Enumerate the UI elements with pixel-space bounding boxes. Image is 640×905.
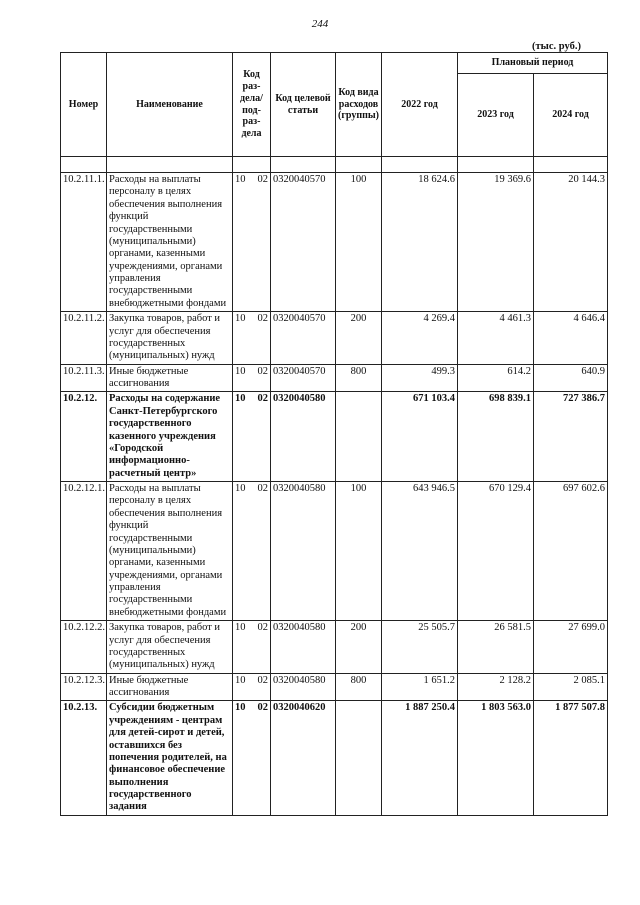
row-vid-code: 100 xyxy=(336,173,382,312)
row-name: Расходы на содержание Санкт-Петербургского государственного казенного учреждения «Городской информационно-расчетный центр» xyxy=(107,392,233,482)
row-number: 10.2.12.1. xyxy=(61,482,107,621)
row-value-2023: 26 581.5 xyxy=(458,621,534,674)
table-row xyxy=(61,482,608,621)
row-value-2022: 25 505.7 xyxy=(382,621,458,674)
row-value-2022: 643 946.5 xyxy=(382,482,458,621)
row-value-2022: 4 269.4 xyxy=(382,312,458,365)
razdel-code: 10 xyxy=(235,313,246,325)
razdel-code: 10 xyxy=(235,174,246,185)
razdel-code: 10 xyxy=(235,365,246,377)
header-name: Наименование xyxy=(107,53,233,157)
row-vid-code: 800 xyxy=(336,673,382,701)
header-2022: 2022 год xyxy=(382,53,458,157)
razdel-code: 10 xyxy=(235,702,246,714)
row-name: Иные бюджетные ассигнования xyxy=(107,673,233,701)
row-target-code: 0320040580 xyxy=(271,392,336,482)
header-razdel: Код раз-дела/ под-раз-дела xyxy=(233,53,271,157)
row-razdel xyxy=(233,621,271,674)
row-number: 10.2.12. xyxy=(61,392,107,482)
row-value-2023: 614.2 xyxy=(458,364,534,392)
razdel-code: 10 xyxy=(235,483,246,494)
header-target: Код целевой статьи xyxy=(271,53,336,157)
row-value-2024: 1 877 507.8 xyxy=(534,701,608,815)
page-number: 244 xyxy=(311,18,329,30)
row-value-2024: 4 646.4 xyxy=(534,312,608,365)
table-row xyxy=(61,312,608,365)
podrazdel-code: 02 xyxy=(257,702,268,714)
row-razdel xyxy=(233,701,271,815)
row-value-2023: 670 129.4 xyxy=(458,482,534,621)
row-value-2023: 1 803 563.0 xyxy=(458,701,534,815)
row-name: Субсидии бюджетным учреждениям - центрам для детей-сирот и детей, оставшихся без попечения родителей, на финансовое обеспечение выполнения государственного задания xyxy=(107,701,233,815)
row-value-2022: 18 624.6 xyxy=(382,173,458,312)
podrazdel-code: 02 xyxy=(257,393,268,405)
row-value-2022: 1 651.2 xyxy=(382,673,458,701)
row-number: 10.2.13. xyxy=(61,701,107,815)
row-vid-code: 200 xyxy=(336,312,382,365)
podrazdel-code: 02 xyxy=(257,313,268,325)
row-name: Закупка товаров, работ и услуг для обеспечения государственных (муниципальных) нужд xyxy=(107,621,233,674)
row-razdel xyxy=(233,392,271,482)
row-vid-code: 100 xyxy=(336,482,382,621)
header-2023: 2023 год xyxy=(458,74,534,157)
row-value-2023: 19 369.6 xyxy=(458,173,534,312)
podrazdel-code: 02 xyxy=(257,174,268,185)
row-vid-code xyxy=(336,392,382,482)
row-target-code: 0320040580 xyxy=(271,673,336,701)
row-number: 10.2.11.2. xyxy=(61,312,107,365)
razdel-code: 10 xyxy=(235,674,246,686)
razdel-code: 10 xyxy=(235,393,246,405)
row-value-2024: 697 602.6 xyxy=(534,482,608,621)
row-number: 10.2.12.3. xyxy=(61,673,107,701)
row-razdel xyxy=(233,673,271,701)
row-number: 10.2.12.2. xyxy=(61,621,107,674)
budget-table xyxy=(60,52,608,816)
units-label: (тыс. руб.) xyxy=(532,41,581,52)
row-name: Расходы на выплаты персоналу в целях обеспечения выполнения функций государственными (муниципальными) органами, казенными учреждениями, органами управления государственными внебюджетными фондами xyxy=(107,173,233,312)
row-value-2024: 727 386.7 xyxy=(534,392,608,482)
table-row xyxy=(61,364,608,392)
table-body xyxy=(61,173,608,816)
row-razdel xyxy=(233,312,271,365)
table-row xyxy=(61,673,608,701)
header-nomer: Номер xyxy=(61,53,107,157)
header-planned-period: Плановый период xyxy=(458,53,608,74)
row-name: Иные бюджетные ассигнования xyxy=(107,364,233,392)
podrazdel-code: 02 xyxy=(257,622,268,634)
podrazdel-code: 02 xyxy=(257,365,268,377)
row-value-2022: 671 103.4 xyxy=(382,392,458,482)
row-value-2024: 27 699.0 xyxy=(534,621,608,674)
table-row xyxy=(61,173,608,312)
row-value-2024: 20 144.3 xyxy=(534,173,608,312)
table-row xyxy=(61,621,608,674)
row-target-code: 0320040580 xyxy=(271,482,336,621)
row-value-2022: 499.3 xyxy=(382,364,458,392)
table-row xyxy=(61,701,608,815)
row-number: 10.2.11.3. xyxy=(61,364,107,392)
row-razdel xyxy=(233,482,271,621)
podrazdel-code: 02 xyxy=(257,483,268,494)
podrazdel-code: 02 xyxy=(257,674,268,686)
row-value-2023: 698 839.1 xyxy=(458,392,534,482)
header-vid: Код вида расходов (группы) xyxy=(336,53,382,157)
row-target-code: 0320040620 xyxy=(271,701,336,815)
row-vid-code: 800 xyxy=(336,364,382,392)
row-value-2024: 640.9 xyxy=(534,364,608,392)
razdel-code: 10 xyxy=(235,622,246,634)
row-target-code: 0320040570 xyxy=(271,173,336,312)
row-value-2022: 1 887 250.4 xyxy=(382,701,458,815)
row-name: Расходы на выплаты персоналу в целях обеспечения выполнения функций государственными (муниципальными) органами, казенными учреждениями, органами управления государственными внебюджетными фондами xyxy=(107,482,233,621)
row-target-code: 0320040570 xyxy=(271,364,336,392)
row-name: Закупка товаров, работ и услуг для обеспечения государственных (муниципальных) нужд xyxy=(107,312,233,365)
row-number: 10.2.11.1. xyxy=(61,173,107,312)
row-razdel xyxy=(233,173,271,312)
row-target-code: 0320040570 xyxy=(271,312,336,365)
table-row xyxy=(61,392,608,482)
row-value-2024: 2 085.1 xyxy=(534,673,608,701)
header-2024: 2024 год xyxy=(534,74,608,157)
row-razdel xyxy=(233,364,271,392)
row-value-2023: 2 128.2 xyxy=(458,673,534,701)
row-vid-code xyxy=(336,701,382,815)
row-value-2023: 4 461.3 xyxy=(458,312,534,365)
row-target-code: 0320040580 xyxy=(271,621,336,674)
row-vid-code: 200 xyxy=(336,621,382,674)
